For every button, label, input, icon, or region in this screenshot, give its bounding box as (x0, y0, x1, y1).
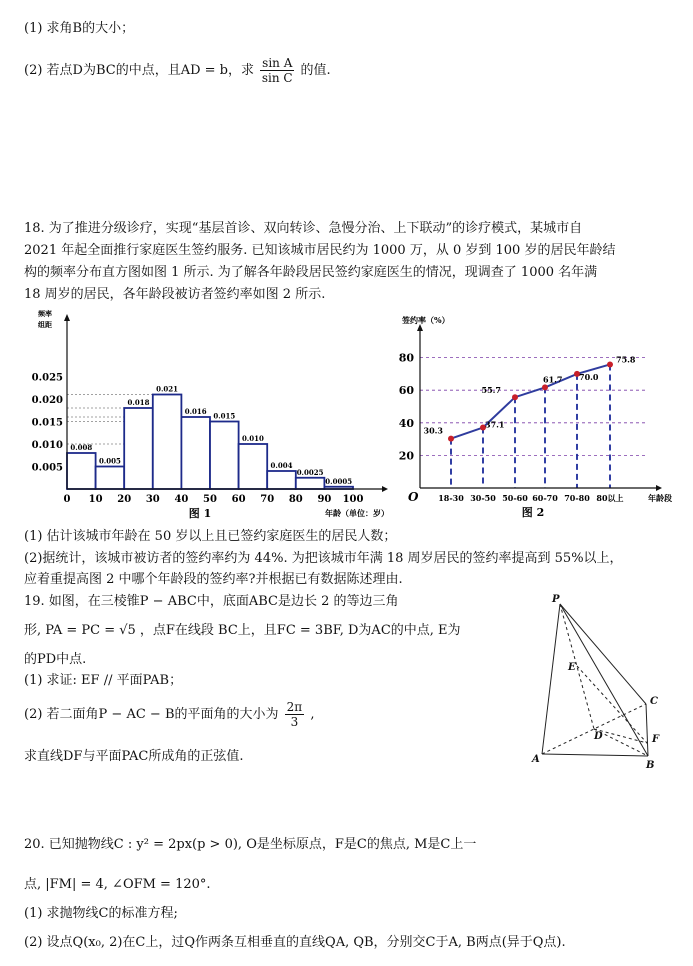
q17-part2-post: 的值. (300, 63, 331, 78)
hist-bar-label: 0.0005 (325, 476, 353, 486)
rate-point-label: 75.8 (616, 354, 636, 365)
hist-bar-label: 0.015 (213, 411, 236, 421)
hist-y-tick: 0.020 (31, 395, 63, 406)
hist-bar-label: 0.004 (270, 461, 293, 470)
q17-part2 (24, 56, 331, 85)
rate-caption: 图 2 (521, 506, 545, 519)
q18-part2-line1: (2)据统计，该城市被访者的签约率约为 44%. 为把该城市年满 18 周岁居民的签约率提高到 55%以上， (24, 551, 623, 566)
q19-frac-denominator: 3 (290, 715, 299, 729)
hist-bar-label: 0.016 (184, 407, 207, 416)
tetrahedron-figure (530, 592, 680, 772)
hist-bar (267, 471, 296, 489)
rate-x-tick: 60-70 (532, 493, 558, 503)
edge-pc (560, 604, 646, 704)
hist-caption: 图 1 (188, 507, 212, 520)
hist-bar-label: 0.018 (127, 398, 150, 407)
rate-x-tick: 50-60 (502, 493, 528, 503)
rate-point-label: 37.1 (485, 419, 505, 430)
q18-line2: 2021 年起全面推行家庭医生签约服务. 已知该城市居民约为 1000 万，从 0 岁到 100 岁的居民年龄结 (24, 243, 616, 258)
rate-point (448, 436, 454, 442)
q19-line3: 的PD中点. (24, 652, 87, 667)
hist-ylabel-bottom: 组距 (38, 320, 52, 329)
q19-line1: 19. 如图，在三棱锥P − ABC中，底面ABC是边长 2 的等边三角 (24, 594, 399, 609)
hist-x-tick: 70 (260, 494, 275, 505)
vertex-c-label: C (650, 696, 658, 707)
hist-x-tick: 10 (88, 494, 103, 505)
rate-y-tick: 20 (398, 449, 414, 463)
hist-y-tick: 0.010 (31, 440, 63, 451)
edge-pa (542, 604, 560, 754)
q17-part1: (1) 求角B的大小； (24, 21, 135, 36)
hist-y-arrow (64, 314, 70, 321)
q19-part2 (24, 700, 314, 729)
rate-y-tick: 40 (398, 416, 414, 430)
rate-point-label: 55.7 (481, 385, 501, 396)
hist-x-tick: 60 (231, 494, 246, 505)
hist-x-tick: 50 (203, 494, 217, 505)
rate-y-tick: 60 (398, 384, 414, 398)
q18-line1: 18. 为了推进分级诊疗，实现“基层首诊、双向转诊、急慢分治、上下联动”的诊疗模式，某城市自 (24, 221, 583, 236)
q20-line1: 20. 已知抛物线C : y² = 2px(p > 0), O是坐标原点，F是C的焦点, M是C上一 (24, 837, 477, 852)
q19-part2-line2: 求直线DF与平面PAC所成角的正弦值. (24, 749, 244, 764)
edge-pb (560, 604, 648, 756)
hist-bar (210, 422, 239, 490)
q17-frac-denominator: sin C (261, 71, 293, 85)
q20-part1: (1) 求抛物线C的标准方程; (24, 906, 178, 921)
edge-bc (646, 704, 648, 756)
q18-part1: (1) 估计该城市年龄在 50 岁以上且已签约家庭医生的居民人数； (24, 529, 397, 544)
vertex-a-label: A (532, 754, 540, 765)
hist-bar (124, 408, 153, 489)
q20-line2: 点, |FM| = 4, ∠OFM = 120°. (24, 877, 211, 892)
hist-x-tick: 80 (288, 494, 303, 505)
hist-y-tick: 0.005 (31, 462, 63, 474)
point-e-label: E (568, 662, 576, 673)
q17-frac-numerator: sin A (262, 56, 293, 70)
hist-bar (153, 395, 182, 490)
q18-part2-line2: 应着重提高图 2 中哪个年龄段的签约率?并根据已有数据陈述理由. (24, 572, 403, 587)
rate-point (542, 384, 548, 390)
rate-point (607, 361, 613, 367)
q19-part2-pre: (2) 若二面角P − AC − B的平面角的大小为 (24, 707, 279, 722)
hist-x-tick: 40 (174, 494, 189, 505)
q19-part2-post: , (310, 707, 315, 722)
hist-x-tick: 20 (117, 494, 132, 505)
sign-rate-chart (388, 305, 688, 525)
rate-ylabel: 签约率（%） (402, 315, 450, 325)
hist-xlabel: 年龄（单位：岁） (325, 508, 389, 518)
hist-bar (181, 417, 210, 489)
rate-y-arrow (417, 324, 423, 331)
point-d-label: D (594, 731, 603, 742)
q17-fraction (260, 56, 294, 85)
q19-frac-numerator: 2π (286, 700, 303, 714)
q18-stem (24, 218, 674, 306)
point-f-label: F (652, 734, 660, 745)
q20-part2: (2) 设点Q(x₀, 2)在C上，过Q作两条互相垂直的直线QA, QB，分别交C于A, B两点(异于Q点). (24, 935, 566, 950)
rate-origin: O (408, 490, 419, 504)
hist-ylabel-top: 频率 (38, 309, 52, 318)
hist-bar-label: 0.021 (156, 384, 179, 394)
q19-line2: 形, PA = PC = √5 ，点F在线段 BC上，且FC = 3BF, D为AC的中点, E为 (24, 623, 461, 638)
rate-x-tick: 30-50 (470, 493, 496, 503)
hist-bar (67, 453, 96, 489)
q17-part2-pre: (2) 若点D为BC的中点，且AD = b，求 (24, 63, 255, 78)
hist-x-tick: 0 (63, 494, 71, 505)
histogram-chart (20, 305, 395, 525)
q19-fraction (285, 700, 305, 729)
edge-ab (542, 754, 648, 756)
hist-bar-label: 0.0025 (296, 467, 324, 477)
q18-line4: 18 周岁的居民，各年龄段被访者签约率如图 2 所示. (24, 287, 326, 302)
hist-bar-label: 0.010 (241, 434, 264, 443)
hist-bar (96, 467, 125, 490)
hist-bar (239, 444, 268, 489)
rate-xlabel: 年龄段 (648, 493, 672, 503)
rate-point-label: 70.0 (579, 371, 599, 382)
hist-x-tick: 100 (342, 494, 364, 505)
rate-point-label: 30.3 (423, 425, 443, 436)
vertex-p-label: P (552, 594, 560, 605)
rate-x-tick: 70-80 (564, 493, 590, 503)
hist-x-tick: 90 (317, 494, 332, 505)
q19-part1: (1) 求证: EF // 平面PAB； (24, 673, 183, 688)
hist-y-tick: 0.025 (31, 372, 63, 384)
rate-x-arrow (656, 485, 662, 491)
rate-x-tick: 80以上 (596, 493, 624, 503)
hist-bar-label: 0.005 (98, 456, 121, 466)
hist-x-tick: 30 (145, 494, 160, 505)
rate-point (512, 394, 518, 400)
rate-y-tick: 80 (398, 351, 414, 365)
hist-bar (296, 478, 325, 489)
rate-point-label: 61.7 (543, 374, 563, 385)
hist-bar-label: 0.008 (70, 443, 93, 452)
q18-line3: 构的频率分布直方图如图 1 所示. 为了解各年龄段居民签约家庭医生的情况，现调查了 1000 名年满 (24, 265, 598, 280)
vertex-b-label: B (646, 760, 655, 771)
hist-y-tick: 0.015 (31, 417, 63, 429)
rate-x-tick: 18-30 (438, 493, 464, 503)
